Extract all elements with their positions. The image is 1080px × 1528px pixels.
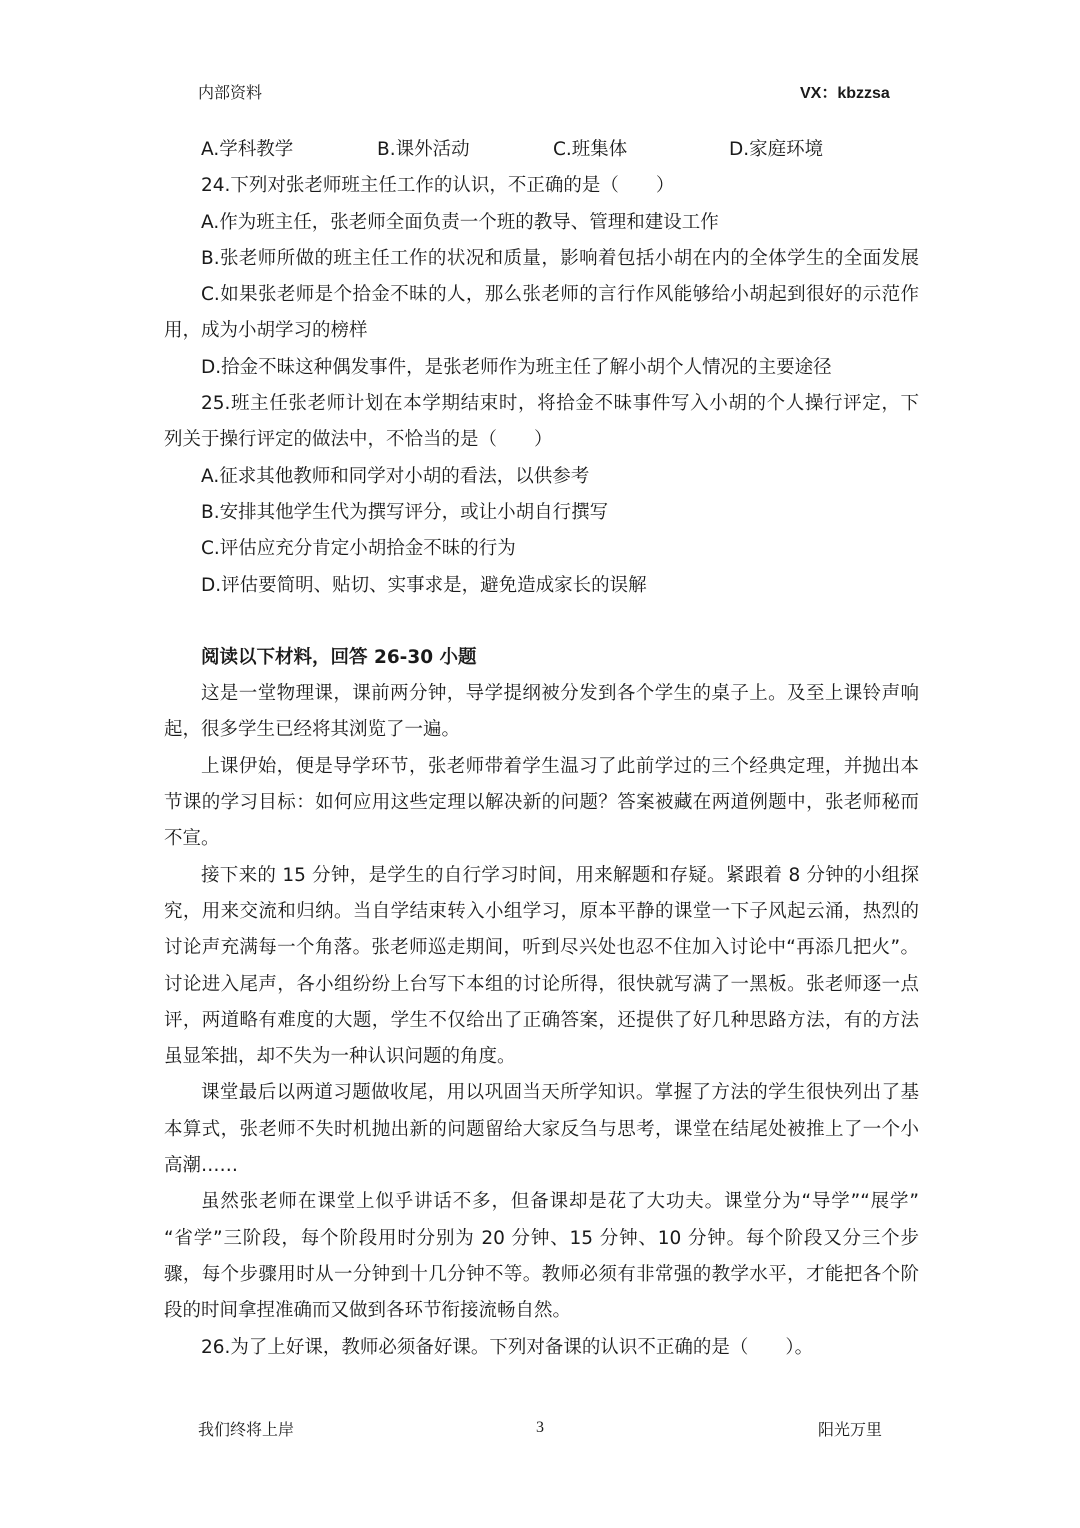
passage-p4-line3: 高潮…… [164,1155,239,1177]
passage-p3-line5: 评，两道略有难度的大题，学生不仅给出了正确答案，还提供了好几种思路方法，有的方法 [164,1009,919,1031]
q24-option-d: D.拾金不昧这种偶发事件，是张老师作为班主任了解小胡个人情况的主要途径 [201,356,832,378]
q23-option-d: D.家庭环境 [729,139,824,160]
passage-p3-line4: 讨论进入尾声，各小组纷纷上台写下本组的讨论所得，很快就写满了一黑板。张老师逐一点 [164,973,919,995]
q24-option-c-line1: C.如果张老师是个拾金不昧的人，那么张老师的言行作风能够给小胡起到很好的示范作 [201,284,919,306]
passage-p3-line2: 究，用来交流和归纳。当自学结束转入小组学习，原本平静的课堂一下子风起云涌，热烈的 [164,900,919,922]
passage-p5-line3: 骤，每个步骤用时从一分钟到十几分钟不等。教师必须有非常强的教学水平，才能把各个阶 [164,1263,919,1285]
passage-p3-line3: 讨论声充满每一个角落。张老师巡走期间，听到尽兴处也忍不住加入讨论中“再添几把火”。 [164,937,919,959]
q25-option-d: D.评估要简明、贴切、实事求是，避免造成家长的误解 [201,574,647,596]
passage-p1-line1: 这是一堂物理课，课前两分钟，导学提纲被分发到各个学生的桌子上。及至上课铃声响 [201,683,919,705]
passage-p1-line2: 起，很多学生已经将其浏览了一遍。 [164,719,461,741]
q25-option-a: A.征求其他教师和同学对小胡的看法，以供参考 [201,465,590,487]
document-body [164,132,919,1366]
header-left-text: 内部资料 [198,83,263,102]
q25-option-b: B.安排其他学生代为撰写评分，或让小胡自行撰写 [201,501,609,523]
q24-option-a: A.作为班主任，张老师全面负责一个班的教导、管理和建设工作 [201,211,719,233]
passage-p2-line3: 不宣。 [164,828,220,850]
q25-option-c: C.评估应充分肯定小胡拾金不昧的行为 [201,538,516,560]
q23-option-a: A.学科教学 [201,139,294,160]
passage-p4-line1: 课堂最后以两道习题做收尾，用以巩固当天所学知识。掌握了方法的学生很快列出了基 [201,1082,919,1104]
passage-p2-line2: 节课的学习目标：如何应用这些定理以解决新的问题？答案被藏在两道例题中，张老师秘而 [164,792,919,814]
q24-option-c-line2: 用，成为小胡学习的榜样 [164,320,368,342]
q23-options [164,132,919,168]
passage-p4-line2: 本算式，张老师不失时机抛出新的问题留给大家反刍与思考，课堂在结尾处被推上了一个小 [164,1118,919,1140]
q24-option-b: B.张老师所做的班主任工作的状况和质量，影响着包括小胡在内的全体学生的全面发展 [201,247,919,269]
q23-option-b: B.课外活动 [377,139,470,160]
q24-stem: 24.下列对张老师班主任工作的认识，不正确的是（ ） [201,175,675,197]
passage-p5-line2: “省学”三阶段，每个阶段用时分别为 20 分钟、15 分钟、10 分钟。每个阶段又分三个步 [164,1227,919,1249]
q26-stem: 26.为了上好课，教师必须备好课。下列对备课的认识不正确的是（ ）。 [201,1336,814,1358]
passage-p3-line6: 虽显笨拙，却不失为一种认识问题的角度。 [164,1046,516,1068]
section-spacer [164,604,919,640]
passage-p3-line1: 接下来的 15 分钟，是学生的自行学习时间，用来解题和存疑。紧跟着 8 分钟的小组探 [201,864,919,886]
page-number: 3 [536,1419,544,1436]
section-title: 阅读以下材料，回答 26-30 小题 [201,646,477,668]
passage-p5-line1: 虽然张老师在课堂上似乎讲话不多，但备课却是花了大功夫。课堂分为“导学”“展学” [201,1191,919,1213]
footer-right-text: 阳光万里 [818,1420,883,1439]
passage-p5-line4: 段的时间拿捏准确而又做到各环节衔接流畅自然。 [164,1300,572,1322]
footer-left-text: 我们终将上岸 [198,1420,295,1439]
header-right-text: VX：kbzzsa [800,85,890,102]
q25-stem-line2: 列关于操行评定的做法中，不恰当的是（ ） [164,429,553,451]
q25-stem-line1: 25.班主任张老师计划在本学期结束时，将拾金不昧事件写入小胡的个人操行评定，下 [201,393,919,415]
q23-option-c: C.班集体 [553,139,628,160]
passage-p2-line1: 上课伊始，便是导学环节，张老师带着学生温习了此前学过的三个经典定理，并抛出本 [201,755,919,777]
